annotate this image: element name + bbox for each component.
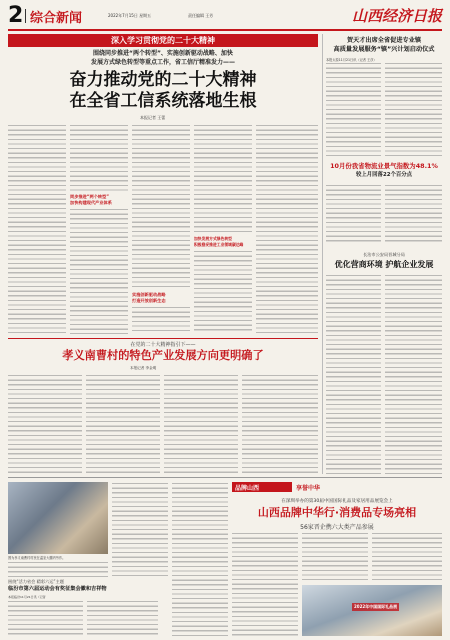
feature-body-col2 bbox=[86, 374, 160, 474]
lead-headline-line1: 奋力推动党的二十大精神 bbox=[69, 70, 257, 90]
side-story3-body-a bbox=[326, 274, 381, 474]
lead-subhead1-line1: 同步推进“两个转型” bbox=[70, 194, 110, 199]
feature-byline: 本报记者 李金明 bbox=[130, 366, 157, 370]
lead-subhead2-line1: 实施创新驱动战略 bbox=[132, 292, 166, 297]
village-photo bbox=[8, 482, 108, 554]
feature-body-col3 bbox=[164, 374, 238, 474]
feature-body-col4 bbox=[242, 374, 318, 474]
side-story1-headline-line2: 高质量发展服务“镇”兴计划启动仪式 bbox=[333, 46, 435, 53]
masthead bbox=[8, 4, 442, 28]
page-number: 2 bbox=[8, 3, 24, 28]
brand-headline: 山西品牌中华行·消费品专场亮相 bbox=[257, 506, 417, 519]
side-story1-headline-line1: 贺天才出席全省促进专业镇 bbox=[346, 37, 422, 44]
brand-tag: 品牌山西 bbox=[235, 485, 260, 492]
brand-body-a bbox=[232, 532, 298, 636]
lead-headline-line2: 在全省工信系统落地生根 bbox=[69, 91, 257, 111]
brand-tag-box bbox=[232, 482, 292, 492]
lead-subhead3 bbox=[194, 236, 254, 248]
linfen-kicker: 围绕“活力省会 精彩六运”主题 bbox=[8, 579, 64, 584]
column-banner bbox=[8, 34, 318, 47]
lead-headline bbox=[8, 70, 318, 112]
side-story2-headline-line2: 较上月回落22个百分点 bbox=[355, 172, 413, 178]
bottom-section-rule bbox=[8, 477, 442, 478]
lead-body-col4 bbox=[194, 124, 252, 234]
lead-body-col4b bbox=[194, 250, 252, 334]
lead-subtitle-line2: 发展方式绿色转型等重点工作，省工信厅精准发力—— bbox=[90, 58, 235, 66]
side-story2-body-a bbox=[326, 184, 381, 244]
side-story2-headline-line1: 10月份我省物流业景气指数为48.1% bbox=[330, 162, 438, 170]
linfen-headline: 临汾市第六届运动会有奖征集会徽和吉祥物 bbox=[8, 586, 107, 592]
lead-subhead1-line2: 加快构建现代产业体系 bbox=[70, 200, 112, 205]
section-divider bbox=[25, 9, 26, 23]
expo-photo-sign: 2022年中国国际礼品展 bbox=[354, 604, 398, 609]
feature-kicker: 在党的二十大精神指引下—— bbox=[130, 342, 196, 348]
linfen-body-b bbox=[87, 600, 158, 636]
lead-subtitle-line1: 围绕同步推进“两个转型”、实施创新驱动战略、加快 bbox=[93, 50, 233, 57]
lead-body-col2b bbox=[70, 208, 128, 334]
side-story1-byline: 本报太原11月21日讯（记者 王彦） bbox=[326, 58, 377, 62]
lead-subtitle bbox=[8, 50, 318, 67]
brand-subhead: 56家晋企携六大类产品参展 bbox=[300, 524, 374, 531]
feature-body-col1 bbox=[8, 374, 82, 474]
side-story1-body-b bbox=[385, 62, 442, 158]
masthead-rule bbox=[8, 29, 442, 31]
lead-subhead1 bbox=[70, 194, 128, 206]
lead-body-col2 bbox=[70, 124, 128, 192]
section-name: 综合新闻 bbox=[30, 11, 83, 26]
editor-line: 责任编辑 王芳 bbox=[188, 13, 214, 18]
brand-tag2: 享誉中华 bbox=[296, 485, 321, 492]
column-banner-text: 深入学习贯彻党的二十大精神 bbox=[111, 36, 215, 45]
lead-subhead3-line2: 积极稳妥推进工业领域碳达峰 bbox=[194, 242, 244, 247]
lead-byline: 本报记者 王蕾 bbox=[140, 115, 166, 120]
lead-subhead2-line2: 打造开放创新生态 bbox=[132, 298, 166, 303]
side-story1-headline bbox=[326, 36, 442, 54]
lead-body-col3 bbox=[132, 124, 190, 289]
side-story3-body-b bbox=[385, 274, 442, 474]
lead-subhead3-line1: 加快发展方式绿色转型 bbox=[194, 236, 232, 241]
lead-body-col1 bbox=[8, 124, 66, 334]
right-column-rule bbox=[322, 34, 323, 474]
feature-top-rule bbox=[8, 338, 318, 339]
linfen-body-a bbox=[8, 600, 83, 636]
newspaper-logo: 山西经济日报 bbox=[351, 7, 442, 25]
mid-bottom-col1 bbox=[112, 482, 168, 577]
lead-subhead2 bbox=[132, 292, 190, 304]
expo-photo bbox=[302, 585, 442, 636]
mid-bottom-col2 bbox=[172, 482, 228, 636]
side-story3-kicker: 长治市公安局晋城分局 bbox=[363, 252, 405, 257]
linfen-byline: 本报临汾11月21日讯（记者 bbox=[8, 595, 46, 599]
lead-body-col3b bbox=[132, 306, 190, 334]
side-story2-body-b bbox=[385, 184, 442, 244]
brand-kicker: 在深圳举办的第30届中国国际礼品及家居用品展览会上 bbox=[281, 499, 393, 504]
lead-body-col5 bbox=[256, 124, 318, 334]
date-line: 2022年7月15日 星期五 bbox=[108, 13, 152, 18]
side-story1-body-a bbox=[326, 62, 381, 158]
lower-left-text bbox=[8, 561, 108, 577]
side-story3-headline: 优化营商环境 护航企业发展 bbox=[334, 260, 434, 269]
side-story2-headline bbox=[326, 162, 442, 180]
feature-headline: 孝义南曹村的特色产业发展方向更明确了 bbox=[62, 349, 264, 362]
brand-body-c bbox=[372, 532, 442, 582]
brand-body-b bbox=[302, 532, 368, 582]
village-photo-caption: 图为孝义南曹村村民在温室大棚内劳作。 bbox=[8, 556, 66, 560]
